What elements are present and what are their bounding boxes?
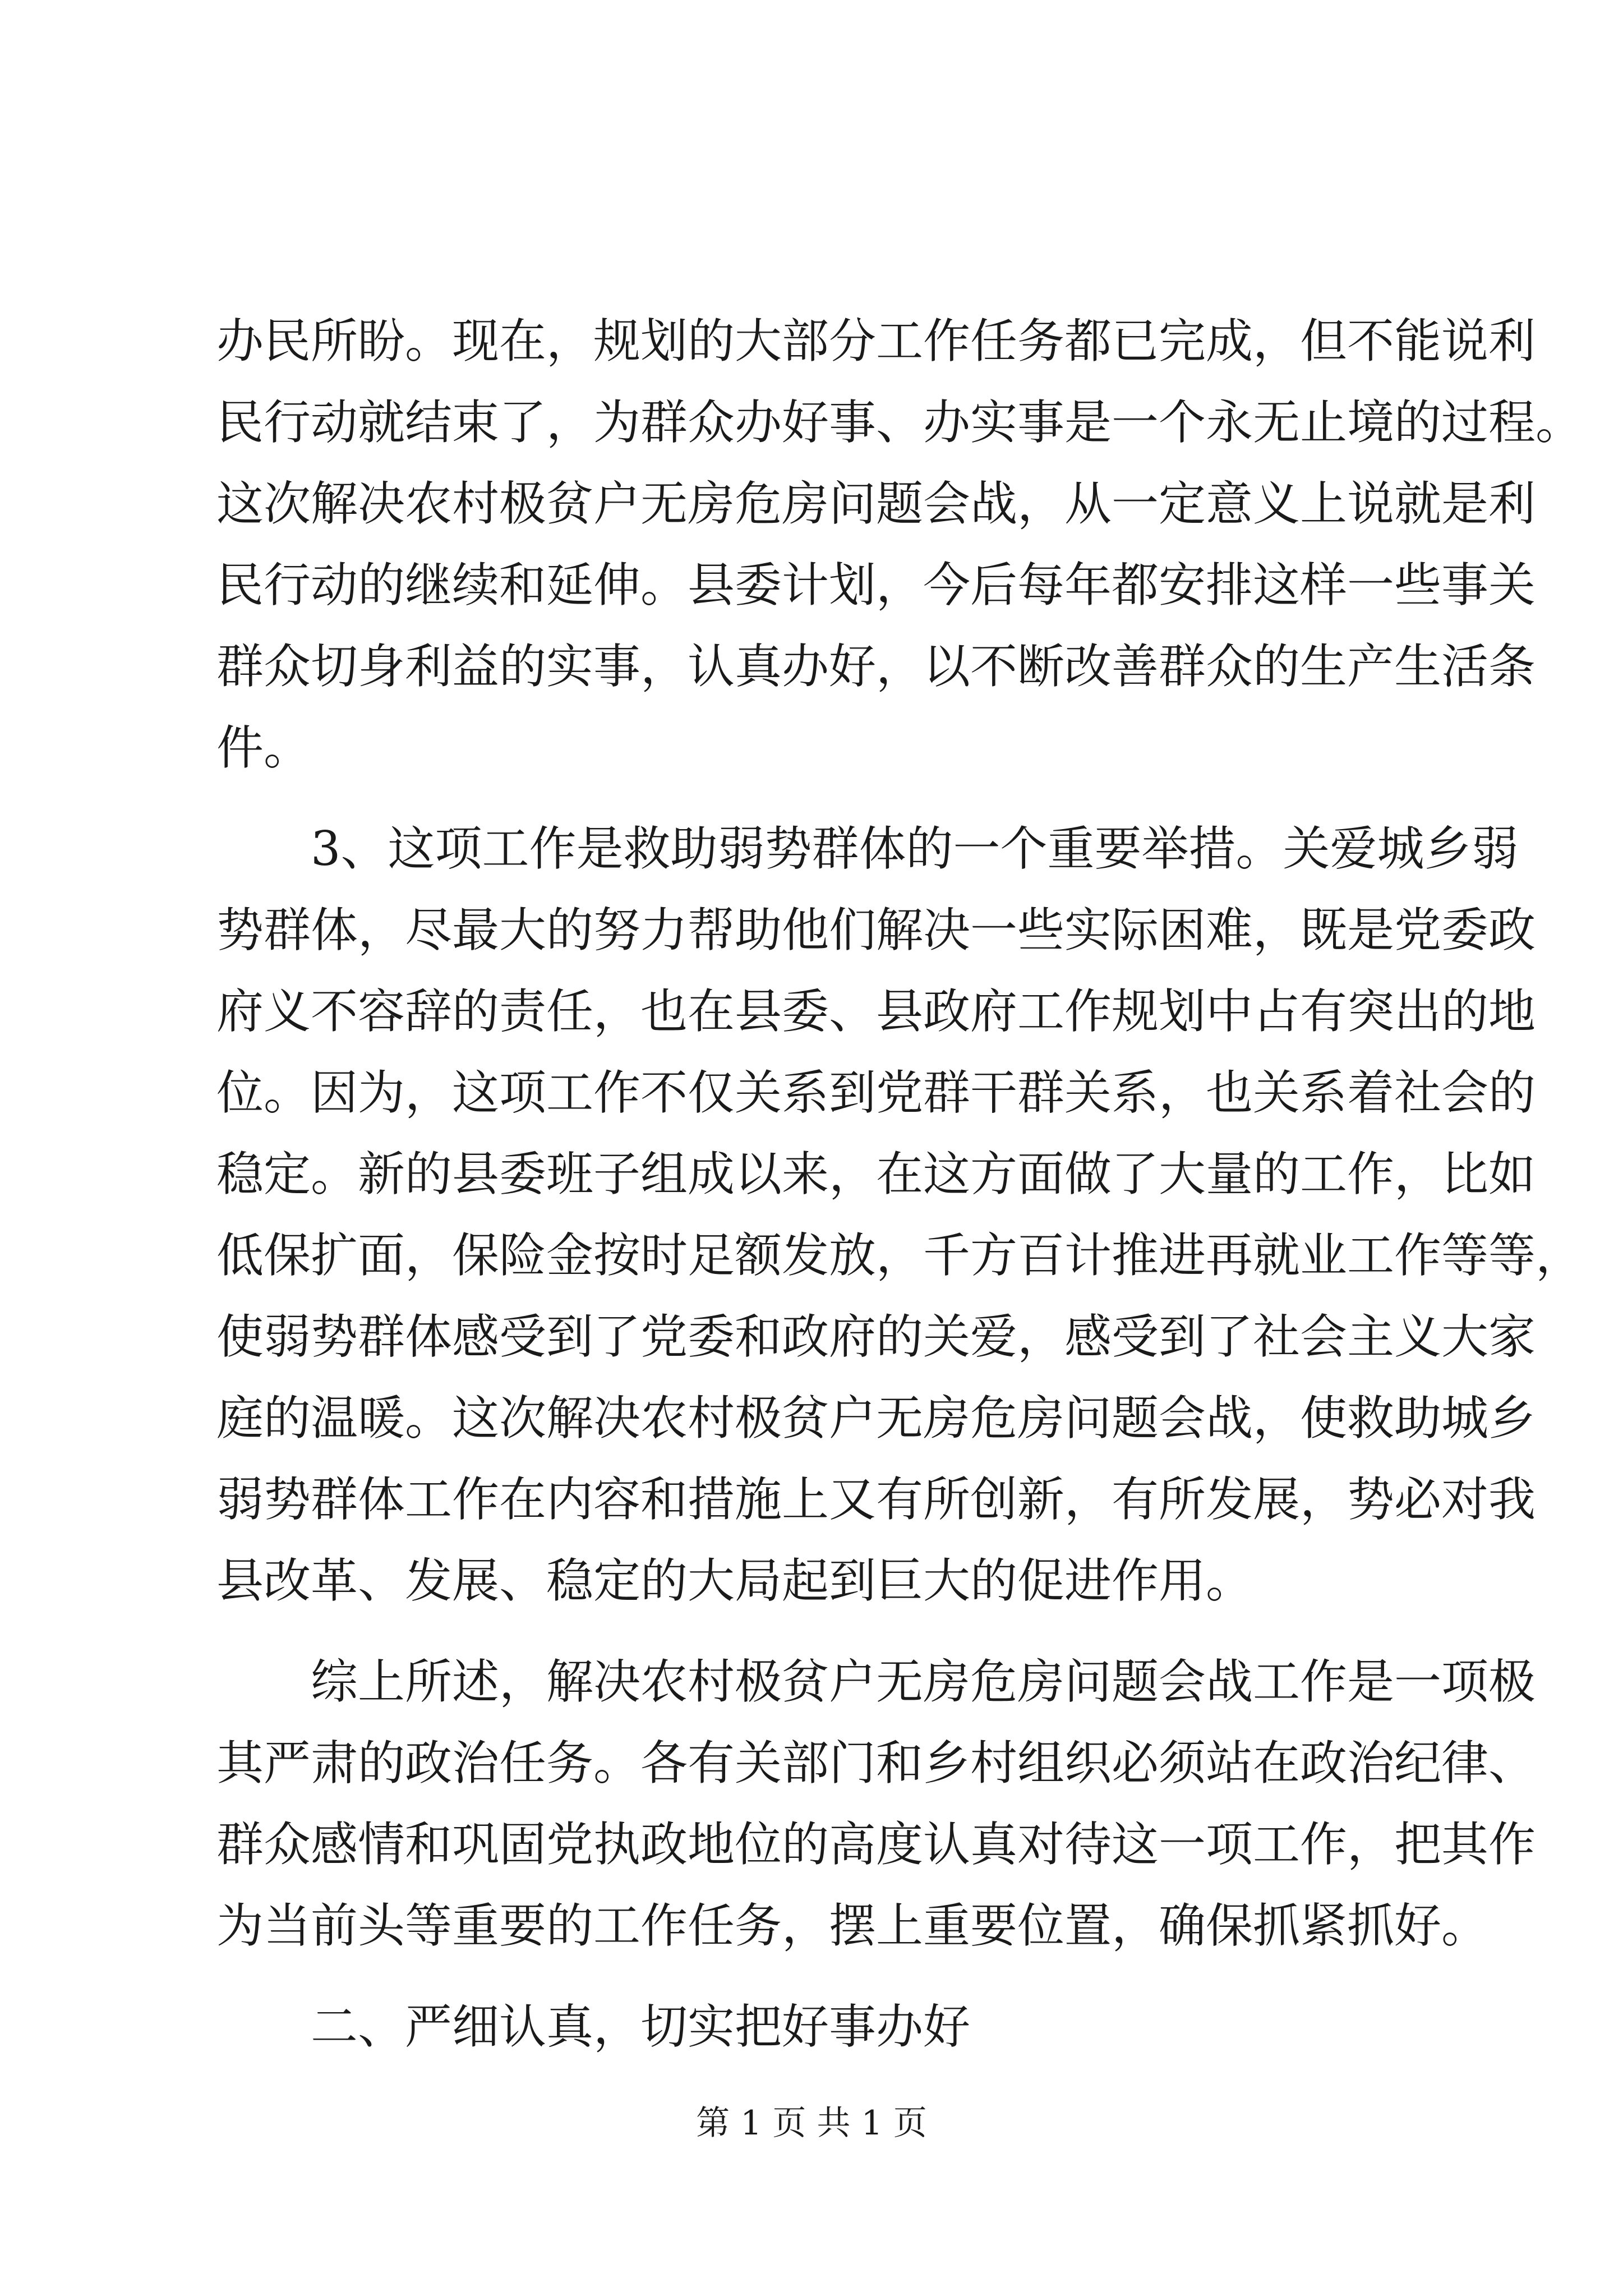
- paragraph-1-line-5: 群众切身利益的实事，认真办好，以不断改善群众的生产生活条: [216, 639, 1536, 694]
- paragraph-2-line-2: 势群体，尽最大的努力帮助他们解决一些实际困难，既是党委政: [216, 903, 1536, 958]
- paragraph-1-line-6: 件。: [216, 720, 311, 775]
- paragraph-2-line-5: 稳定。新的县委班子组成以来，在这方面做了大量的工作，比如: [216, 1147, 1536, 1202]
- paragraph-3-line-4: 为当前头等重要的工作任务，摆上重要位置，确保抓紧抓好。: [216, 1898, 1489, 1953]
- paragraph-1-line-1: 办民所盼。现在，规划的大部分工作任务都已完成，但不能说利: [216, 314, 1536, 369]
- paragraph-2-line-3: 府义不容辞的责任，也在县委、县政府工作规划中占有突出的地: [216, 984, 1536, 1039]
- paragraph-2-line-7: 使弱势群体感受到了党委和政府的关爱，感受到了社会主义大家: [216, 1309, 1536, 1364]
- page-footer: [0, 2101, 1623, 2146]
- paragraph-3-line-3: 群众感情和巩固党执政地位的高度认真对待这一项工作，把其作: [216, 1817, 1536, 1872]
- paragraph-1-line-4: 民行动的继续和延伸。县委计划，今后每年都安排这样一些事关: [216, 558, 1536, 613]
- paragraph-3-line-1: 综上所述，解决农村极贫户无房危房问题会战工作是一项极: [311, 1654, 1536, 1709]
- paragraph-1-line-2: 民行动就结束了，为群众办好事、办实事是一个永无止境的过程。: [216, 395, 1583, 450]
- paragraph-2-line-9: 弱势群体工作在内容和措施上又有所创新，有所发展，势必对我: [216, 1472, 1536, 1527]
- paragraph-2-line-8: 庭的温暖。这次解决农村极贫户无房危房问题会战，使救助城乡: [216, 1391, 1536, 1446]
- paragraph-3-line-2: 其严肃的政治任务。各有关部门和乡村组织必须站在政治纪律、: [216, 1736, 1536, 1791]
- paragraph-2-line-6: 低保扩面，保险金按时足额发放，千方百计推进再就业工作等等，: [216, 1228, 1583, 1283]
- paragraph-2-line-10: 县改革、发展、稳定的大局起到巨大的促进作用。: [216, 1553, 1253, 1608]
- paragraph-2-line-1: 3、这项工作是救助弱势群体的一个重要举措。关爱城乡弱: [311, 821, 1519, 876]
- section-heading: 二、严细认真，切实把好事办好: [311, 1999, 971, 2054]
- page-number-label: 第 1 页 共 1 页: [696, 2104, 927, 2143]
- paragraph-1-line-3: 这次解决农村极贫户无房危房问题会战，从一定意义上说就是利: [216, 476, 1536, 531]
- paragraph-2-line-4: 位。因为，这项工作不仅关系到党群干群关系，也关系着社会的: [216, 1065, 1536, 1120]
- document-body: [216, 301, 1583, 2068]
